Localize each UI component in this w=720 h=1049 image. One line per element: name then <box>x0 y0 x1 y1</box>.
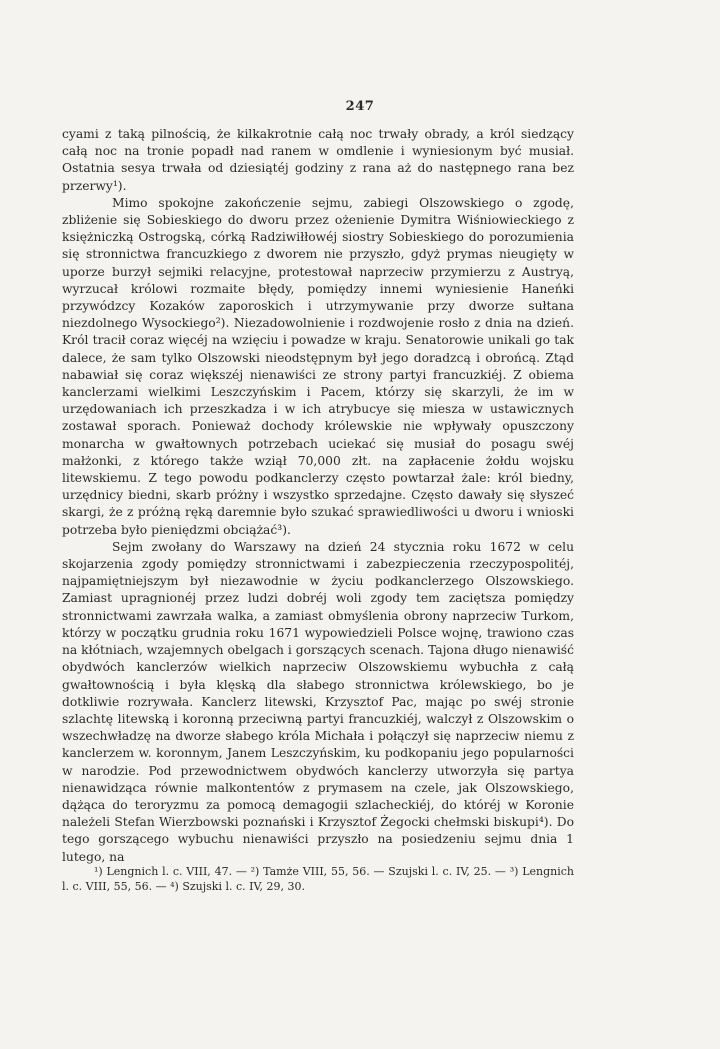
paragraph-3: Sejm zwołany do Warszawy na dzień 24 stycznia roku 1672 w celu skojarzenia zgody pomiędzy stronnictwami i zabezpieczenia rzeczypospolitéj, najpamiętniejszym był niezawodnie w życiu podkanclerzego Olszowskiego. Zamiast upragnionéj przez ludzi dobréj woli zgody tem zaciętsza pomiędzy stronnictwami zawrzała walka, a zamiast obmyślenia obrony naprzeciw Turkom, którzy w początku grudnia roku 1671 wypowiedzieli Polsce wojnę, trawiono czas na kłótniach, wzajemnych obelgach i gorszących scenach. Tajona długo nienawiść obydwóch kanclerzów wielkich naprzeciw Olszowskiemu wybuchła z całą gwałtownością i była klęską dla słabego stronnictwa królewskiego, bo je dotkliwie rozrywała. Kanclerz litewski, Krzysztof Pac, mając po swéj stronie szlachtę litewską i koronną przeciwną partyi francuzkiéj, walczył z Olszowskim o wszechwładzę na dworze słabego króla Michała i połączył się naprzeciw niemu z kanclerzem w. koronnym, Janem Leszczyńskim, ku podkopaniu jego popularności w narodzie. Pod przewodnictwem obydwóch kanclerzy utworzyła się partya nienawidząca równie malkontentów z prymasem na czele, jak Olszowskiego, dążąca do teroryzmu za pomocą demagogii szlacheckiéj, do któréj w Koronie należeli Stefan Wierzbowski poznański i Krzysztof Żegocki chełmski biskupi⁴). Do tego gorszącego wybuchu nienawiści przyszło na posiedzeniu sejmu dnia 1 lutego, na <box>62 539 574 864</box>
page-number: 247 <box>345 99 375 114</box>
body-text <box>62 126 574 866</box>
paragraph-1: cyami z taką pilnością, że kilkakrotnie całą noc trwały obrady, a król siedzący całą noc na tronie popadł nad ranem w omdlenie i wyniesionym być musiał. Ostatnia sesya trwała od dziesiątéj godziny z rana aż do następnego rana bez przerwy¹). <box>62 127 574 193</box>
footnote-text: ¹) Lengnich l. c. VIII, 47. — ²) Tamże VIII, 55, 56. — Szujski l. c. IV, 25. — ³) Lengnich l. c. VIII, 55, 56. — ⁴) Szujski l. c. IV, 29, 30. <box>62 865 574 893</box>
paragraph-2: Mimo spokojne zakończenie sejmu, zabiegi Olszowskiego o zgodę, zbliżenie się Sobieskiego do dworu przez ożenienie Dymitra Wiśniowieckiego z księżniczką Ostrogską, córką Radziwiłłowéj siostry Sobieskiego do porozumienia się stronnictwa francuzkiego z dworem nie przyszło, gdyż prymas nieugięty w uporze burzył sejmiki relacyjne, protestował naprzeciw przymierzu z Austryą, wyrzucał królowi rozmaite błędy, pomiędzy innemi wyniesienie Haneńki przywódzcy Kozaków zaporoskich i utrzymywanie przy dworze sułtana niezdolnego Wysockiego²). Niezadowolnienie i rozdwojenie rosło z dnia na dzień. Król tracił coraz więcéj na wzięciu i powadze w kraju. Senatorowie unikali go tak dalece, że sam tylko Olszowski nieodstępnym był jego doradzcą i obrońcą. Ztąd nabawiał się coraz większéj nienawiści ze strony partyi francuzkiéj. Z obiema kanclerzami wielkimi Leszczyńskim i Pacem, którzy się skarzyli, że im w urzędowaniach ich przeszkadza i w ich atrybucye się miesza w ustawicznych zostawał sporach. Ponieważ dochody królewskie nie wpływały opuszczony monarcha w gwałtownych potrzebach uciekać się musiał do posagu swéj małżonki, z którego także wziął 70,000 złt. na zapłacenie żołdu wojsku litewskiemu. Z tego powodu podkanclerzy często powtarzał żale: król biedny, urzędnicy biedni, skarb próżny i wszystko sprzedajne. Często dawały się słyszeć skargi, że z próżną ręką daremnie było szukać sprawiedliwości u dworu i wnioski potrzeba było pieniędzmi obciążać³). <box>62 195 574 537</box>
footnotes <box>62 864 574 894</box>
